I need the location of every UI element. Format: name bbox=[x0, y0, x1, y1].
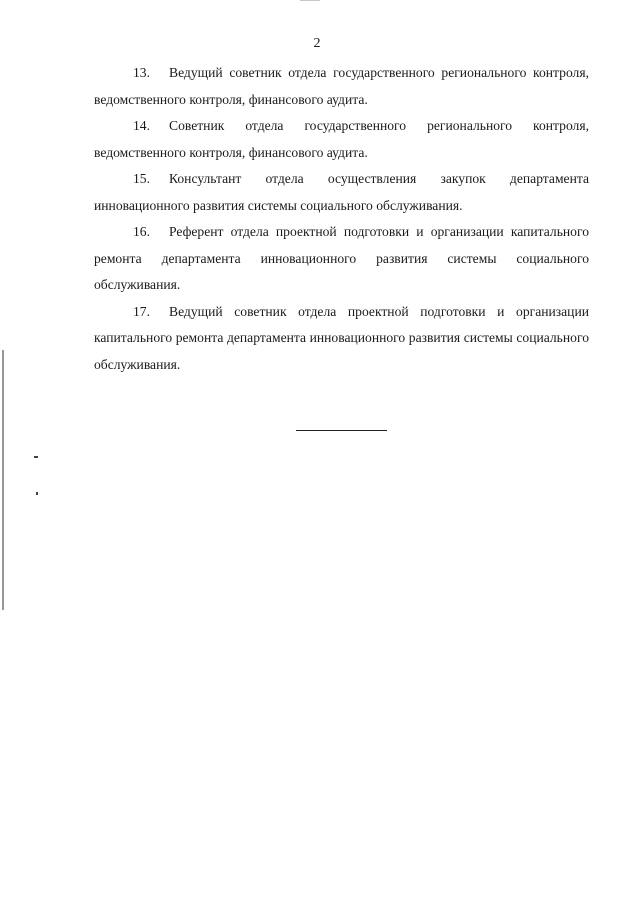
list-item bbox=[94, 166, 589, 219]
scan-edge-mark bbox=[34, 456, 38, 458]
item-text: Ведущий советник отдела проектной подготовки и организации капитального ремонта департамента инновационного развития системы социального обслуживания. bbox=[94, 303, 589, 372]
item-number: 16. bbox=[133, 224, 150, 239]
item-number: 15. bbox=[133, 171, 150, 186]
list-item bbox=[94, 113, 589, 166]
item-text: Советник отдела государственного регионального контроля, ведомственного контроля, финансового аудита. bbox=[94, 118, 589, 160]
list-item bbox=[94, 219, 589, 299]
item-number: 17. bbox=[133, 303, 150, 319]
item-number: 13. bbox=[133, 65, 150, 80]
list-item bbox=[94, 299, 589, 379]
scan-edge-mark bbox=[300, 0, 320, 1]
item-text: Консультант отдела осуществления закупок департамента инновационного развития системы социального обслуживания. bbox=[94, 171, 589, 213]
item-text: Референт отдела проектной подготовки и организации капитального ремонта департамента инновационного развития системы социального обслуживания. bbox=[94, 224, 589, 292]
scan-edge-mark bbox=[36, 492, 38, 495]
item-number: 14. bbox=[133, 118, 150, 133]
item-text: Ведущий советник отдела государственного регионального контроля, ведомственного контроля, финансового аудита. bbox=[94, 65, 589, 107]
list-item bbox=[94, 60, 589, 113]
scan-edge-mark bbox=[2, 350, 4, 610]
page-number: 2 bbox=[313, 36, 321, 51]
end-separator-line bbox=[296, 430, 387, 431]
position-list bbox=[94, 60, 589, 378]
